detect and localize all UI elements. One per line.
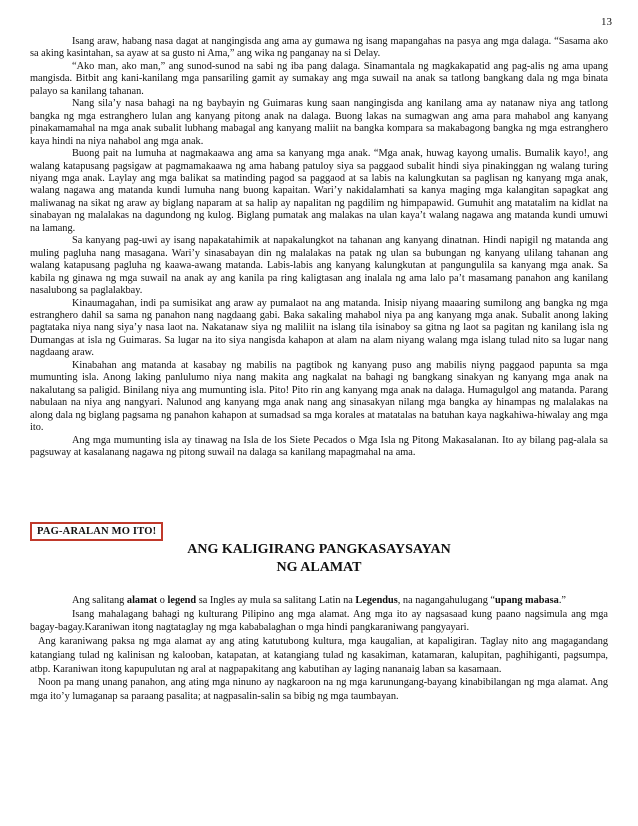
story-paragraph: Buong pait na lumuha at nagmakaawa ang ama sa kanyang mga anak. “Mga anak, huwag kayong umalis. Bumalik kayo!, ang walang katapusang pagsigaw at pagmamakaawa ng ama habang patuloy siya sa paggaod subalit hindi siya pinakinggan ng walang turing niyang mga anak. Laylay ang mga balikat sa matinding pagod sa paggaod at sa labis na kalungkutan sa paglisan ng kanyang mga anak, walang nagawa ang matanda kundi lumuha nang buong kapaitan. Wari’y nakidalamhati sa kanya maging mga kalangitan sapagkat ang maliwanag na sikat ng araw ay biglang naparam at sa halip ay napalitan ng pagdilim ng himpapawid. Gumuhit ang matatalim na kidlat na sinabayan ng malalakas na dagundong ng kulog. Biglang pumatak ang malakas na ulan kaya’t walang nagawa ang matanda kundi umuwi na lamang. bbox=[30, 148, 608, 234]
section-text bbox=[30, 594, 608, 704]
story-paragraph: Kinabahan ang matanda at kasabay ng mabilis na pagtibok ng kanyang puso ang mabilis niyng paggaod papunta sa mga mumunting isla. Anong laking panlulumo niya nang makita ang nagkalat na bahagi ng bangkang sinakyan ng kanyang mga anak na nakalutang sa paligid. Binilang niya ang mumunting isla. Pito! Pito rin ang kanyang mga anak na dalaga. Humagulgol ang matanda. Parang nabulaan na niya ang nangyari. Nalunod ang kanyang mga anak nang ang sinasakyan nilang mga bangka ay hinampas ng malalakas na along dala ng biglang pagsama ng panahon kahapon at sumadsad sa mga korales at matatalas na batuhan kaya nagkahiwa-hiwalay ang mga ito. bbox=[30, 359, 608, 434]
section-title-line2: NG ALAMAT bbox=[276, 560, 362, 575]
study-banner: PAG-ARALAN MO ITO! bbox=[30, 522, 163, 541]
term-alamat: alamat bbox=[126, 595, 158, 606]
section-title bbox=[0, 541, 638, 577]
story-paragraph: Ang mga mumunting isla ay tinawag na Isla de los Siete Pecados o Mga Isla ng Pitong Makasalanan. Ito ay bilang pag-alala sa pagsuway at kasalanang nagawa ng pitong suwail na dalaga sa kanilang mapagmahal na ama. bbox=[30, 434, 608, 458]
section-title-line1: ANG KALIGIRANG PANGKASAYSAYAN bbox=[187, 542, 451, 557]
text-fragment: o bbox=[157, 595, 168, 606]
text-fragment: , na nagangahulugang “ bbox=[397, 595, 495, 606]
story-paragraph: Kinaumagahan, indi pa sumisikat ang araw ay pumalaot na ang matanda. Inisip niyang maaaring sumilong ang bangka ng mga estranghero dahil sa sama ng panahon nang nagdaang gabi. Baka sakaling mahabol niya pa ang kanyang mga anak. Subalit anong laking pagtataka niya nang siya’y nasa laot na. Nakatanaw siya ng maliliit na islang tila isinaboy sa gitna ng laot sa pagitan ng kanilang isla ng Dumangas at isla ng Guimaras. Sa lugar na ito siya nangisda kahapon at alam na alam niyang walang mga islang tulad nito sa lugar nang nagdaang araw. bbox=[30, 297, 608, 359]
story-paragraph: Sa kanyang pag-uwi ay isang napakatahimik at napakalungkot na tahanan ang kanyang dinatnan. Hindi napigil ng matanda ang muling pagluha nang masagana. Wari’y sinasabayan din ng malalakas na patak ng ulan sa bubungan ng kanyang ulilang tahanan ang walang katapusang pagluha ng kaawa-awang matanda. Labis-labis ang kanyang kalungkutan at pangungulila sa kanyang mga anak. Sa kabila ng ginawa ng mga suwail na anak ay ang kanila pa ring kaligtasan ang inalala ng ama lalo pa’t masamang panahon ang kanilang nasalubong sa paglalakbay. bbox=[30, 235, 608, 297]
story-paragraph: Isang araw, habang nasa dagat at nangingisda ang ama ay gumawa ng isang mapangahas na pasya ang mga dalaga. “Sasama ako sa aking kasintahan, sa ayaw at sa gusto ni Ama,” ang wika ng panganay na si Delay. bbox=[30, 36, 608, 60]
page-number: 13 bbox=[601, 16, 612, 28]
story-text bbox=[30, 36, 608, 459]
story-paragraph: “Ako man, ako man,” ang sunod-sunod na sabi ng iba pang dalaga. Sinamantala ng magkakapatid ang pag-alis ng ama upang mangisda. Bitbit ang kani-kanilang mga pansariling gamit ay sumakay ang mga suwail na anak sa tatlong bangkang dala ng mga binata palayo sa kanilang tahanan. bbox=[30, 60, 608, 97]
story-paragraph: Nang sila’y nasa bahagi na ng baybayin ng Guimaras kung saan nangingisda ang kanilang ama ay natanaw niya ang tatlong bangka ng mga estranghero lulan ang kanyang pitong anak na dalaga. Buong lakas na sumagwan ang ama para mahabol ang kanyang pinakamamahal na mga anak subalit lubhang mabagal ang kanyang maliit na bangka kompara sa makabagong bangka ng mga estranghero kaya hindi na niya nahabol ang mga anak. bbox=[30, 98, 608, 147]
term-legendus: Legendus bbox=[355, 595, 398, 606]
term-legend: legend bbox=[167, 595, 197, 606]
section-paragraph: Noon pa mang unang panahon, ang ating mga ninuno ay nagkaroon na ng mga karunungang-bayang kinabibilangan ng mga alamat. Ang mga ito’y lumaganap sa paraang pasalita; at nagpasalin-salin sa bibig ng mga taumbayan. bbox=[30, 677, 608, 702]
section-paragraph: Isang mahalagang bahagi ng kulturang Pilipino ang mga alamat. Ang mga ito ay nagsasaad kung paano nagsimula ang mga bagay-bagay.Karaniwan itong nagtataglay ng mga kababalaghan o mga hindi pangkaraniwang pangyayari. bbox=[30, 608, 608, 634]
section-paragraph: Ang karaniwang paksa ng mga alamat ay ang ating katutubong kultura, mga kaugalian, at kapaligiran. Taglay nito ang magagandang katangiang tulad ng kalinisan ng kalooban, katapatan, at katangiang tulad ng kasakiman, katamaran, kalupitan, paghihiganti, pagsumpa, atbp. Karaniwan itong kapupulutan ng aral at nagpapakitang ang kabutihan ay laging nananaig laban sa kasamaan. bbox=[30, 636, 608, 675]
text-fragment: .” bbox=[558, 595, 566, 606]
text-fragment: sa Ingles ay mula sa salitang Latin na bbox=[196, 595, 356, 606]
term-meaning: upang mabasa bbox=[495, 595, 559, 606]
section-paragraph-definition bbox=[30, 594, 608, 608]
text-fragment: Ang salitang bbox=[72, 595, 127, 606]
